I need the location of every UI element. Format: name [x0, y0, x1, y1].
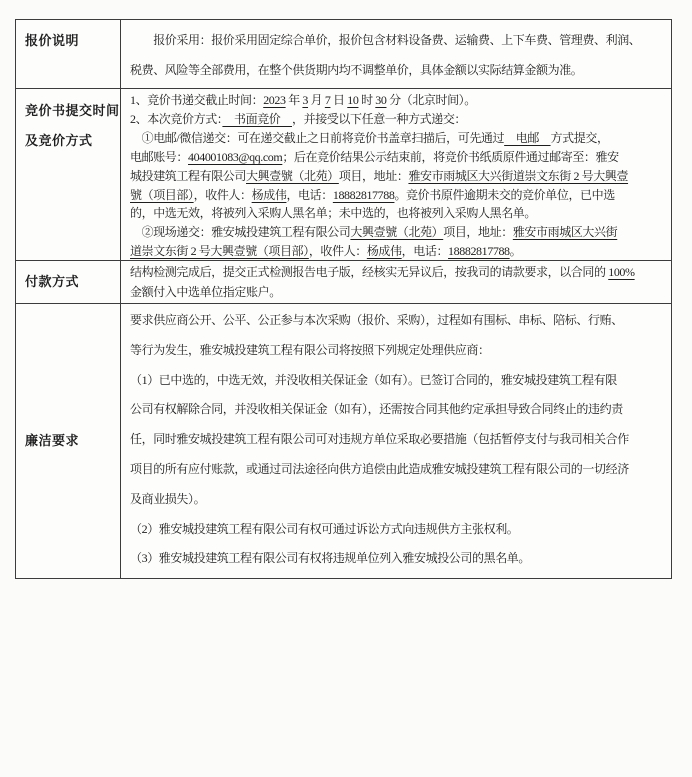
- text-segment: 等行为发生，雅安城投建筑工程有限公司将按照下列规定处理供应商：: [130, 342, 490, 357]
- text-line: [130, 544, 668, 574]
- row-content-quote-note: [121, 20, 671, 88]
- text-segment: 报价说明: [25, 33, 80, 48]
- underlined-text: 杨成伟: [251, 187, 287, 202]
- underlined-text: 18882817788: [332, 187, 395, 202]
- underlined-text: 雅安市雨城区大兴街道崇文东街 2 号大興壹: [408, 168, 629, 183]
- text-segment: 。竞价书原件逾期未交的竞价单位，已中选: [394, 187, 615, 202]
- text-segment: 方式提交，: [550, 130, 609, 145]
- text-segment: 结构检测完成后，提交正式检测报告电子版，经核实无异议后，按我司的请款要求，以合同的: [130, 265, 609, 279]
- text-segment: ，收件人：: [308, 244, 367, 259]
- text-segment: ，电话：: [286, 187, 333, 202]
- underlined-text: 2023: [263, 93, 286, 107]
- text-line: [25, 126, 120, 156]
- text-segment: 的，中选无效，将被列入采购人黑名单；未中选的，也将被列入采购人黑名单。: [130, 206, 537, 221]
- text-line: [130, 223, 668, 242]
- text-line: [130, 242, 668, 260]
- text-segment: 报价采用：报价采用固定综合单价，报价包含材料设备费、运输费、上下车费、管理费、利润、: [130, 33, 641, 47]
- underlined-text: 道崇文东街 2 号大興壹號（项目部）: [130, 244, 309, 259]
- text-line: [130, 336, 668, 366]
- text-segment: 电邮账号：: [130, 149, 189, 164]
- text-segment: ，电话：: [401, 244, 449, 259]
- table-row-bid-submission: [16, 89, 671, 261]
- text-segment: 项目，地址：: [338, 168, 409, 183]
- text-segment: 月: [308, 93, 325, 107]
- text-line: [130, 282, 668, 302]
- text-line: [130, 306, 668, 336]
- row-content-payment-method: [121, 261, 671, 303]
- text-line: [25, 33, 120, 49]
- text-segment: （1）已中选的，中选无效，并没收相关保证金（如有）。已签订合同的，雅安城投建筑工程有限: [130, 372, 617, 387]
- text-line: [130, 515, 668, 545]
- text-line: [130, 186, 668, 205]
- text-line: [130, 25, 668, 55]
- text-line: [25, 433, 120, 449]
- text-line: [130, 110, 668, 129]
- underlined-text: 100%: [608, 265, 635, 279]
- row-content-integrity-requirements: [121, 304, 671, 578]
- text-line: [130, 425, 668, 455]
- text-line: [130, 455, 668, 485]
- text-segment: 2、本次竞价方式：: [130, 111, 223, 126]
- text-segment: 公司有权解除合同，并没收相关保证金（如有），还需按合同其他约定承担导致合同终止的违约责: [130, 402, 623, 417]
- text-segment: 付款方式: [25, 274, 80, 289]
- row-label-payment-method: [16, 261, 121, 303]
- text-line: [130, 262, 668, 282]
- text-segment: 及商业损失）。: [130, 491, 206, 506]
- text-segment: 及竞价方式: [25, 133, 93, 148]
- text-segment: 日: [330, 93, 348, 107]
- text-segment: 城投建筑工程有限公司: [130, 168, 247, 183]
- row-label-bid-submission: [16, 89, 121, 260]
- underlined-text: 7: [324, 93, 331, 107]
- text-line: [25, 274, 120, 290]
- text-segment: ，并接受以下任意一种方式递交：: [292, 111, 467, 126]
- text-segment: 项目的所有应付账款，或通过司法途径向供方追偿由此造成雅安城投建筑工程有限公司的一切经济: [130, 461, 629, 476]
- text-segment: ①电邮/微信递交：可在递交截止之日前将竞价书盖章扫描后，可先通过: [130, 130, 505, 145]
- text-line: [130, 129, 668, 148]
- text-segment: 项目，地址：: [443, 225, 513, 240]
- text-line: [130, 366, 668, 396]
- underlined-text: 10: [347, 93, 359, 107]
- underlined-text: 30: [375, 93, 387, 107]
- text-segment: 时: [358, 93, 376, 107]
- text-segment: ，收件人：: [193, 187, 252, 202]
- text-segment: ；后在竞价结果公示结束前，将竞价书纸质原件通过邮寄至：雅安: [282, 149, 619, 164]
- row-label-integrity-requirements: [16, 304, 121, 578]
- underlined-text: 电邮: [504, 130, 551, 145]
- row-label-quote-note: [16, 20, 121, 88]
- text-line: [130, 148, 668, 167]
- text-line: [130, 167, 668, 186]
- underlined-text: 大興壹號（北苑）: [246, 168, 339, 183]
- text-segment: （3）雅安城投建筑工程有限公司有权将违规单位列入雅安城投公司的黑名单。: [130, 551, 531, 566]
- table-row-payment-method: [16, 261, 671, 304]
- text-segment: 廉洁要求: [25, 433, 80, 448]
- terms-table: [15, 19, 672, 579]
- text-segment: 竞价书提交时间: [25, 103, 120, 118]
- text-segment: （2）雅安城投建筑工程有限公司有权可通过诉讼方式向违规供方主张权利。: [130, 521, 519, 536]
- text-segment: 金额付入中选单位指定账户。: [130, 285, 281, 299]
- underlined-text: 3: [302, 93, 309, 107]
- text-segment: 分（北京时间）。: [386, 93, 476, 107]
- text-segment: ②现场递交：雅安城投建筑工程有限公司: [130, 225, 351, 240]
- underlined-text: 杨成伟: [366, 244, 402, 259]
- text-segment: 任，同时雅安城投建筑工程有限公司可对违规方单位采取必要措施（包括暂停支付与我司相关合作: [130, 432, 629, 447]
- underlined-text: 雅安市雨城区大兴街: [512, 225, 618, 240]
- text-segment: 。: [509, 244, 522, 259]
- text-line: [130, 91, 668, 110]
- text-line: [25, 96, 120, 126]
- text-line: [130, 204, 668, 223]
- underlined-text: 號（项目部）: [130, 187, 194, 202]
- text-segment: 1、竞价书递交截止时间：: [130, 93, 264, 107]
- text-segment: 要求供应商公开、公平、公正参与本次采购（报价、采购），过程如有围标、串标、陪标、行贿、: [130, 313, 623, 327]
- text-line: [130, 55, 668, 85]
- text-segment: 年: [285, 93, 303, 107]
- text-line: [130, 485, 668, 515]
- text-line: [130, 395, 668, 425]
- text-segment: 税费、风险等全部费用，在整个供货期内均不调整单价，具体金额以实际结算金额为准。: [130, 63, 583, 77]
- underlined-text: 大興壹號（北苑）: [350, 225, 444, 240]
- underlined-text: 18882817788: [448, 244, 510, 259]
- table-row-quote-note: [16, 20, 671, 89]
- row-content-bid-submission: [121, 89, 671, 260]
- underlined-text: 404001083@qq.com: [188, 149, 283, 164]
- table-row-integrity-requirements: [16, 304, 671, 578]
- underlined-text: 书面竞价: [222, 111, 293, 126]
